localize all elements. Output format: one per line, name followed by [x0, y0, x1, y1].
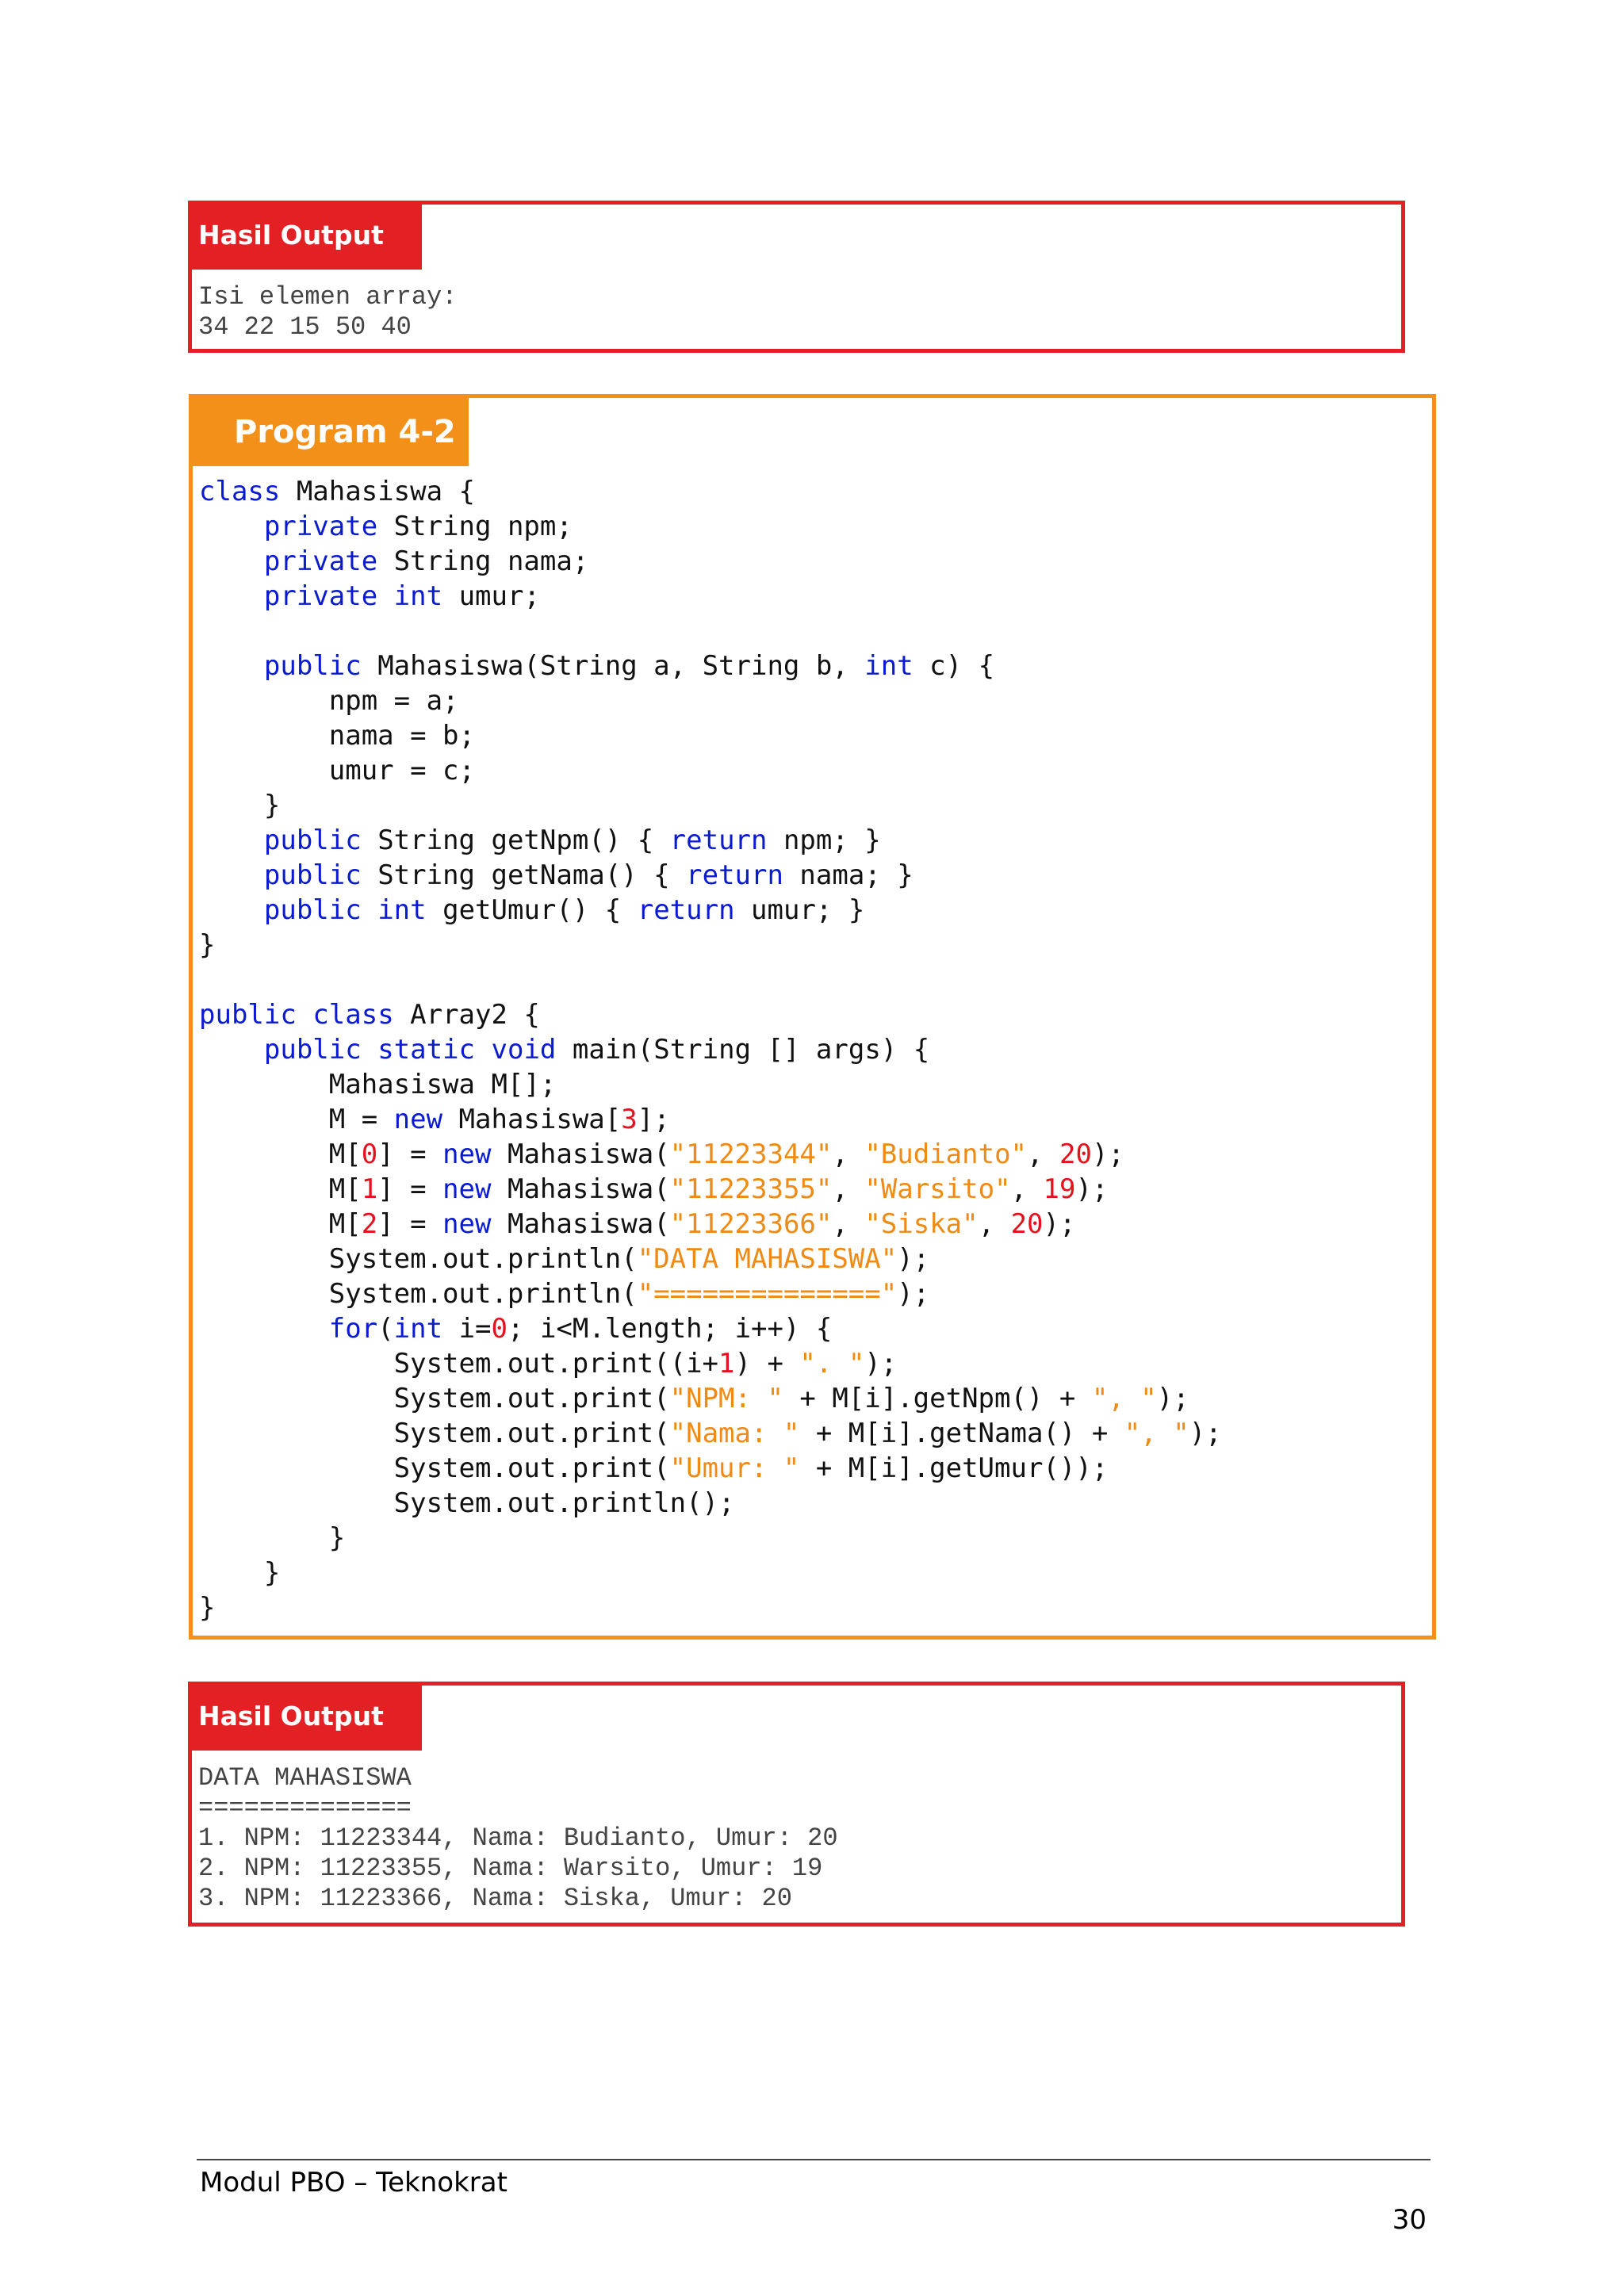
code-token: 0 [361, 1138, 378, 1170]
code-token: npm; } [767, 825, 881, 856]
code-token: Mahasiswa( [491, 1138, 670, 1170]
output-line: 1. NPM: 11223344, Nama: Budianto, Umur: 20 [198, 1823, 838, 1853]
code-token: M[ [199, 1173, 362, 1205]
code-line [199, 1487, 735, 1519]
code-line [199, 580, 540, 612]
code-token: 3 [621, 1104, 638, 1135]
code-token: System.out.println( [199, 1278, 638, 1310]
code-token: System.out.print( [199, 1452, 670, 1484]
code-token: int [393, 1313, 443, 1345]
code-token: 19 [1043, 1173, 1076, 1205]
code-token: + M[i].getUmur()); [799, 1452, 1109, 1484]
code-token [199, 545, 264, 577]
code-line [199, 1452, 1108, 1484]
code-line [199, 1138, 1124, 1170]
output-text-1 [198, 282, 457, 342]
footer-title: Modul PBO – Teknokrat [200, 2167, 508, 2198]
code-token: Mahasiswa { [280, 476, 475, 507]
code-token: int [393, 580, 443, 612]
code-token: "Budianto" [864, 1138, 1028, 1170]
code-token: "11223355" [669, 1173, 833, 1205]
code-token: 20 [1059, 1138, 1092, 1170]
code-token [377, 580, 393, 612]
code-token: ]; [637, 1104, 670, 1135]
code-token: new [442, 1208, 492, 1240]
code-token: Mahasiswa(String a, String b, [361, 650, 865, 682]
code-token: } [199, 929, 216, 961]
code-token: , [1010, 1173, 1044, 1205]
code-token: M[ [199, 1138, 362, 1170]
output-box-2 [188, 1682, 1405, 1927]
code-line [199, 1104, 670, 1135]
code-token: "Nama: " [669, 1418, 800, 1449]
output-line: Isi elemen array: [198, 282, 458, 312]
code-token: private [263, 511, 378, 542]
code-line [199, 999, 540, 1031]
code-token [199, 894, 264, 926]
code-token: , [978, 1208, 1011, 1240]
code-token: ] = [377, 1173, 443, 1205]
code-line [199, 650, 994, 682]
code-token: ); [897, 1243, 930, 1275]
footer-divider [197, 2159, 1431, 2160]
code-token: ] = [377, 1208, 443, 1240]
code-token: int [864, 650, 914, 682]
code-token [199, 511, 264, 542]
code-line [199, 1173, 1108, 1205]
code-token: "Siska" [864, 1208, 979, 1240]
code-line [199, 1069, 556, 1100]
code-line [199, 685, 459, 717]
output-line: 34 22 15 50 40 [198, 312, 412, 342]
code-line [199, 755, 475, 786]
code-token: getUmur() { [426, 894, 638, 926]
code-line [199, 1278, 929, 1310]
code-token: "Warsito" [864, 1173, 1011, 1205]
code-token: main(String [] args) { [556, 1034, 930, 1066]
code-line [199, 929, 215, 961]
code-token: ". " [799, 1348, 865, 1380]
code-token [199, 859, 264, 891]
code-token: System.out.print( [199, 1418, 670, 1449]
code-token: } [199, 790, 281, 821]
code-line [199, 511, 573, 542]
code-line [199, 1557, 280, 1589]
code-token: ", " [1124, 1418, 1189, 1449]
code-token: Mahasiswa M[]; [199, 1069, 557, 1100]
code-token: Mahasiswa[ [442, 1104, 622, 1135]
output-line: DATA MAHASISWA [198, 1763, 412, 1793]
code-token [199, 1313, 329, 1345]
code-token [199, 650, 264, 682]
code-token: 1 [361, 1173, 378, 1205]
code-token: int [377, 894, 427, 926]
code-line [199, 1243, 929, 1275]
code-token: , [1027, 1138, 1059, 1170]
code-line [199, 1592, 215, 1624]
code-token: new [393, 1104, 443, 1135]
code-token: nama; } [783, 859, 914, 891]
code-token: umur; [442, 580, 540, 612]
code-line [199, 720, 475, 752]
code-token: for [328, 1313, 378, 1345]
page-number: 30 [1392, 2204, 1427, 2236]
code-line [199, 1313, 832, 1345]
program-label: Program 4-2 [193, 398, 469, 466]
code-token: 2 [361, 1208, 378, 1240]
code-token: 0 [491, 1313, 508, 1345]
code-token: } [199, 1592, 216, 1624]
code-line [199, 1034, 929, 1066]
output-line: 3. NPM: 11223366, Nama: Siska, Umur: 20 [198, 1884, 792, 1913]
code-token: String nama; [377, 545, 589, 577]
code-token: ); [897, 1278, 930, 1310]
code-line [199, 1208, 1075, 1240]
code-token: class [312, 999, 394, 1031]
code-token: public [263, 1034, 362, 1066]
code-token: ( [377, 1313, 394, 1345]
code-line [199, 1348, 897, 1380]
code-token: System.out.print((i+ [199, 1348, 719, 1380]
code-token: nama = b; [199, 720, 475, 752]
code-token: ); [1075, 1173, 1109, 1205]
code-token: npm = a; [199, 685, 459, 717]
code-token [199, 825, 264, 856]
code-token: c) { [913, 650, 995, 682]
code-token: public [263, 825, 362, 856]
code-token: String getNpm() { [361, 825, 670, 856]
code-token: static [377, 1034, 476, 1066]
code-token: , [832, 1208, 865, 1240]
code-token: 20 [1010, 1208, 1044, 1240]
code-token [362, 1034, 377, 1066]
code-token: M[ [199, 1208, 362, 1240]
code-token: "NPM: " [669, 1383, 783, 1414]
code-token: M = [199, 1104, 394, 1135]
code-line [199, 1383, 1189, 1414]
code-token: return [686, 859, 783, 891]
code-token: public [263, 894, 362, 926]
code-token: ", " [1091, 1383, 1157, 1414]
code-token: System.out.println( [199, 1243, 638, 1275]
output-label-2: Hasil Output [192, 1686, 422, 1751]
code-token: ); [1043, 1208, 1076, 1240]
code-token: ); [1156, 1383, 1189, 1414]
code-token [362, 894, 377, 926]
code-token: "Umur: " [669, 1452, 800, 1484]
code-token [199, 580, 264, 612]
code-token: System.out.println(); [199, 1487, 735, 1519]
code-token: ); [864, 1348, 898, 1380]
code-line [199, 545, 588, 577]
code-token: System.out.print( [199, 1383, 670, 1414]
output-line: ============== [198, 1793, 412, 1823]
code-line [199, 1522, 345, 1554]
code-token: "==============" [637, 1278, 898, 1310]
code-token: "11223344" [669, 1138, 833, 1170]
code-token: i= [442, 1313, 492, 1345]
code-token: } [199, 1522, 346, 1554]
code-token: public [199, 999, 297, 1031]
code-token: , [832, 1138, 865, 1170]
code-token: Mahasiswa( [491, 1173, 670, 1205]
code-line [199, 1418, 1222, 1449]
code-line [199, 790, 280, 821]
code-token: ; i<M.length; i++) { [508, 1313, 833, 1345]
code-line [199, 894, 864, 926]
code-line [199, 825, 881, 856]
code-token: umur; } [734, 894, 865, 926]
program-box [189, 394, 1436, 1640]
code-token: private [263, 580, 378, 612]
code-token: public [263, 859, 362, 891]
code-token: umur = c; [199, 755, 475, 786]
output-box-1 [188, 201, 1405, 353]
code-token: + M[i].getNpm() + [783, 1383, 1092, 1414]
code-token: ); [1189, 1418, 1222, 1449]
code-token: private [263, 545, 378, 577]
code-token: ); [1091, 1138, 1124, 1170]
code-token: String npm; [377, 511, 573, 542]
code-block [199, 474, 1222, 1625]
output-label-1: Hasil Output [192, 205, 422, 270]
code-token: void [491, 1034, 557, 1066]
code-token: new [442, 1173, 492, 1205]
output-line: 2. NPM: 11223355, Nama: Warsito, Umur: 19 [198, 1854, 823, 1883]
code-token [475, 1034, 491, 1066]
code-token [297, 999, 312, 1031]
code-token: } [199, 1557, 281, 1589]
code-token: 1 [718, 1348, 735, 1380]
code-token: Array2 { [393, 999, 540, 1031]
code-line [199, 476, 475, 507]
code-token: ) + [734, 1348, 800, 1380]
code-token: + M[i].getNama() + [799, 1418, 1124, 1449]
code-token: ] = [377, 1138, 443, 1170]
code-token: "DATA MAHASISWA" [637, 1243, 898, 1275]
code-token: new [442, 1138, 492, 1170]
code-line [199, 859, 914, 891]
code-token: , [832, 1173, 865, 1205]
code-token: class [199, 476, 281, 507]
code-token: Mahasiswa( [491, 1208, 670, 1240]
code-token: return [637, 894, 735, 926]
output-text-2 [198, 1763, 838, 1914]
code-token: public [263, 650, 362, 682]
code-token: String getNama() { [361, 859, 687, 891]
code-token [199, 1034, 264, 1066]
code-token: "11223366" [669, 1208, 833, 1240]
code-token: return [669, 825, 768, 856]
